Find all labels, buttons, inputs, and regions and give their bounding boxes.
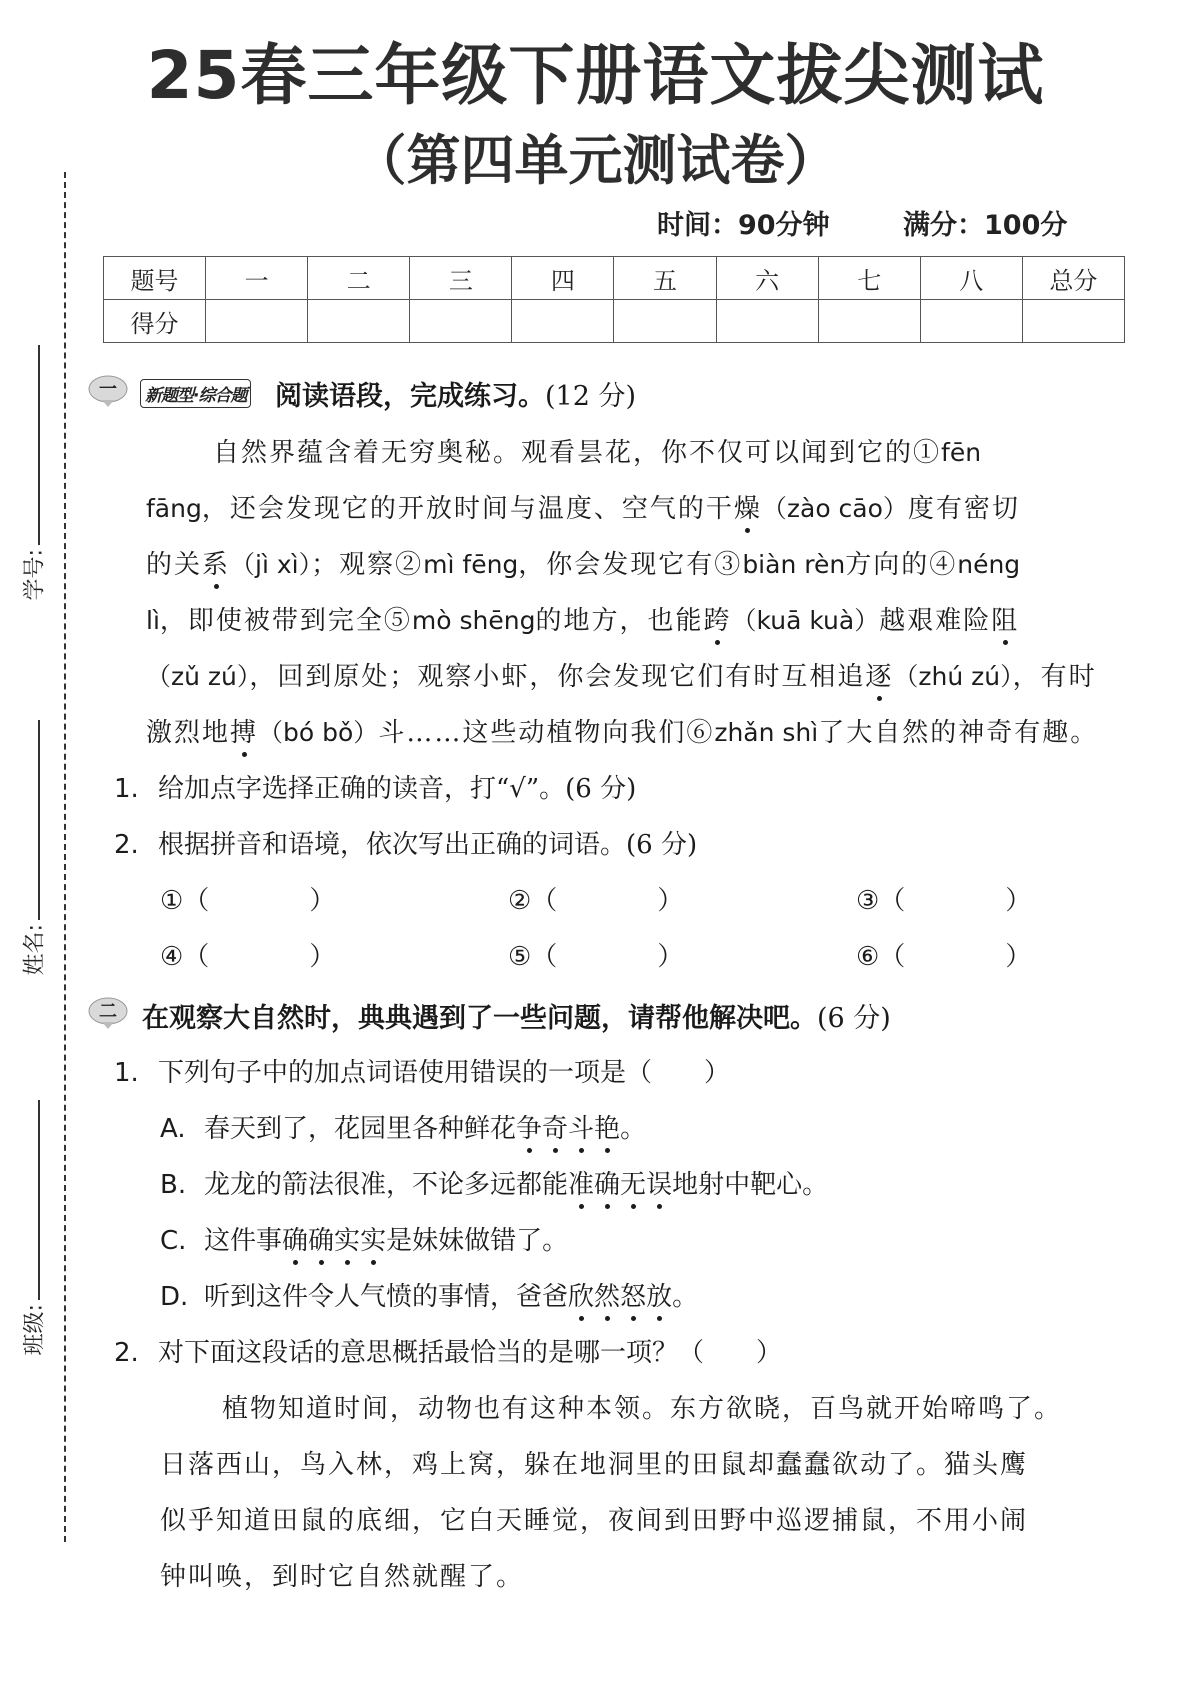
answer-blank-4[interactable]: [160, 936, 335, 973]
question-type-tag: 新题型·综合题: [140, 379, 251, 408]
section-two-title: [142, 996, 891, 1035]
question-number: 2.: [114, 830, 139, 860]
dotted-char: 确: [282, 1226, 309, 1256]
question-number: 2.: [114, 1338, 139, 1368]
passage-2-line-1: 植物知道时间，动物也有这种本领。东方欲晓，百鸟就开始啼鸣了。: [222, 1394, 1063, 1424]
question-number: 1.: [114, 774, 139, 804]
score-cell: 一: [206, 257, 308, 300]
option-label: C.: [160, 1226, 187, 1256]
question-text: 下列句子中的加点词语使用错误的一项是（ ）: [158, 1058, 731, 1088]
score-cell: 八: [920, 257, 1022, 300]
option-label: D.: [160, 1282, 189, 1312]
dotted-char: 斗: [568, 1114, 595, 1144]
dotted-char: 欣: [568, 1282, 595, 1312]
score-input-cell[interactable]: [206, 300, 308, 343]
blank-close: ）: [657, 942, 684, 972]
blank-close: ）: [1005, 886, 1032, 916]
score-cell: 七: [818, 257, 920, 300]
dotted-char: 准: [568, 1170, 595, 1200]
blank-label: ①（: [160, 886, 210, 916]
text: ，还会发现它的开放时间与温度、空气的干: [201, 494, 734, 524]
dotted-char: 然: [594, 1282, 621, 1312]
blank-close: ）: [309, 942, 336, 972]
score-row-label: 得分: [104, 300, 206, 343]
section-two-title-text: 在观察大自然时，典典遇到了一些问题，请帮他解决吧。: [142, 1003, 817, 1034]
dotted-char: 放: [646, 1282, 673, 1312]
score-cell: 五: [614, 257, 716, 300]
text: ；观察②: [311, 550, 424, 580]
dotted-char: 无: [620, 1170, 647, 1200]
class-label: 班级:: [22, 1304, 48, 1356]
pinyin: lì: [146, 606, 160, 635]
pinyin-choice[interactable]: （bó bǒ）: [258, 718, 379, 747]
pinyin-choice[interactable]: （jì xì）: [230, 550, 312, 579]
name-underline: [38, 720, 40, 920]
dotted-phrase: [516, 1114, 620, 1144]
passage-2-line-4: 钟叫唤，到时它自然就醒了。: [160, 1562, 525, 1592]
option-d[interactable]: [160, 1276, 698, 1313]
passage-line-4: [146, 600, 1019, 637]
text: 斗……这些动植物向我们⑥: [378, 718, 715, 748]
pinyin-choice[interactable]: （zǔ zú）: [146, 662, 250, 691]
question-text: 给加点字选择正确的读音，打“√”。(6 分): [158, 774, 637, 804]
section-one-title: [275, 374, 636, 413]
score-input-cell[interactable]: [614, 300, 716, 343]
pinyin: fēn: [941, 438, 982, 467]
passage-line-6: [146, 712, 1098, 749]
score-cell: 题号: [104, 257, 206, 300]
dotted-char: 怒: [620, 1282, 647, 1312]
blank-label: ③（: [856, 886, 906, 916]
blank-close: ）: [1005, 942, 1032, 972]
score-table-header-row: [104, 257, 1125, 300]
blank-label: ⑥（: [856, 942, 906, 972]
dotted-phrase: [568, 1170, 672, 1200]
page-title: 25春三年级下册语文拔尖测试: [146, 37, 1045, 114]
dotted-char: 争: [516, 1114, 543, 1144]
class-underline: [38, 1100, 40, 1300]
dotted-char: 实: [334, 1226, 361, 1256]
passage-2-line-3: 似乎知道田鼠的底细，它白天睡觉，夜间到田野中巡逻捕鼠，不用小闹: [160, 1506, 1029, 1536]
section-two-question-2: [114, 1332, 782, 1369]
text: 度有密切: [907, 494, 1020, 524]
blank-label: ④（: [160, 942, 210, 972]
passage-line-5: [146, 656, 1097, 693]
pinyin: biàn rèn: [742, 550, 846, 579]
time-limit: 时间：90分钟: [657, 210, 830, 241]
name-label: 姓名:: [22, 924, 48, 976]
answer-blank-2[interactable]: [508, 880, 683, 917]
answer-blank-3[interactable]: [856, 880, 1031, 917]
passage-line-3: [146, 544, 1020, 581]
passage-line-1: [213, 432, 981, 469]
dotted-char: 阻: [991, 606, 1020, 636]
text: ，有时: [1012, 662, 1097, 692]
blank-close: ）: [309, 886, 336, 916]
section-two-question-1: [114, 1052, 730, 1089]
score-cell: 三: [410, 257, 512, 300]
section-one-number: 一: [99, 379, 117, 400]
dotted-char: 搏: [230, 718, 259, 748]
blank-label: ⑤（: [508, 942, 558, 972]
answer-blank-1[interactable]: [160, 880, 335, 917]
option-b[interactable]: [160, 1164, 828, 1201]
text: ，你会发现它有③: [518, 550, 743, 580]
score-input-cell[interactable]: [716, 300, 818, 343]
option-label: A.: [160, 1114, 186, 1144]
dotted-phrase: [282, 1226, 386, 1256]
dotted-char: 跨: [703, 606, 732, 636]
passage-2-line-2: 日落西山，鸟入林，鸡上窝，躲在地洞里的田鼠却蠢蠢欲动了。猫头鹰: [160, 1450, 1029, 1480]
score-input-cell[interactable]: [920, 300, 1022, 343]
section-one-icon: [88, 374, 128, 408]
section-one-question-2: [114, 824, 697, 861]
dotted-char: 误: [646, 1170, 673, 1200]
option-text: 听到这件令人气愤的事情，爸爸: [204, 1282, 569, 1312]
option-text: 这件事: [204, 1226, 283, 1256]
option-c[interactable]: [160, 1220, 568, 1257]
question-text: 根据拼音和语境，依次写出正确的词语。(6 分): [158, 830, 698, 860]
pinyin-choice[interactable]: （zhú zú）: [893, 662, 1013, 691]
pinyin: mò shēng: [411, 606, 536, 635]
passage-line-2: [146, 488, 1020, 525]
dotted-char: 实: [360, 1226, 387, 1256]
blank-label: ②（: [508, 886, 558, 916]
section-two-score: (6 分): [817, 1003, 891, 1034]
option-text: 。: [620, 1114, 647, 1144]
score-table-score-row: [104, 300, 1125, 343]
option-a[interactable]: [160, 1108, 646, 1145]
question-number: 1.: [114, 1058, 139, 1088]
pinyin: fāng: [146, 494, 202, 523]
score-input-cell[interactable]: [818, 300, 920, 343]
score-cell: 六: [716, 257, 818, 300]
text: 的地方，也能: [535, 606, 704, 636]
text: 了大自然的神奇有趣。: [818, 718, 1099, 748]
pinyin-choice[interactable]: （zào cāo）: [761, 494, 908, 523]
section-one-question-1: [114, 768, 636, 805]
option-text: 。: [672, 1282, 699, 1312]
dotted-char: 艳: [594, 1114, 621, 1144]
pinyin: mì fēng: [423, 550, 519, 579]
option-text: 地射中靶心。: [672, 1170, 829, 1200]
text: ，即使被带到完全⑤: [159, 606, 412, 636]
score-input-cell[interactable]: [410, 300, 512, 343]
dotted-char: 确: [308, 1226, 335, 1256]
score-table: [103, 256, 1125, 343]
student-no-underline: [38, 345, 40, 545]
text: 方向的④: [845, 550, 958, 580]
answer-blank-5[interactable]: [508, 936, 683, 973]
pinyin: néng: [957, 550, 1021, 579]
dotted-char: 确: [594, 1170, 621, 1200]
option-label: B.: [160, 1170, 187, 1200]
dotted-char: 系: [202, 550, 231, 580]
score-input-cell[interactable]: [1022, 300, 1124, 343]
question-text: 对下面这段话的意思概括最恰当的是哪一项？（ ）: [158, 1338, 783, 1368]
text: ，回到原处；观察小虾，你会发现它们有时互相追: [249, 662, 866, 692]
pinyin-choice[interactable]: （kuā kuà）: [731, 606, 880, 635]
text: 自然界蕴含着无穷奥秘。观看昙花，你不仅可以闻到它的①: [213, 438, 942, 468]
dotted-phrase: [568, 1282, 672, 1312]
dotted-char: 燥: [733, 494, 762, 524]
answer-blank-6[interactable]: [856, 936, 1031, 973]
section-one-title-text: 阅读语段，完成练习。: [275, 381, 545, 412]
dotted-char: 逐: [865, 662, 894, 692]
option-text: 龙龙的箭法很准，不论多远都能: [204, 1170, 569, 1200]
pinyin: zhǎn shì: [714, 718, 819, 747]
score-cell: 四: [512, 257, 614, 300]
text: 越艰难险: [879, 606, 992, 636]
dotted-char: 奇: [542, 1114, 569, 1144]
text: 激烈地: [146, 718, 231, 748]
section-one-score: (12 分): [545, 381, 637, 412]
section-two-icon: [88, 996, 128, 1030]
page-subtitle: （第四单元测试卷）: [352, 129, 839, 192]
score-cell: 总分: [1022, 257, 1124, 300]
score-input-cell[interactable]: [512, 300, 614, 343]
full-score: 满分：100分: [903, 210, 1068, 241]
blank-close: ）: [657, 886, 684, 916]
text: 的关: [146, 550, 203, 580]
section-two-number: 二: [99, 1001, 117, 1022]
option-text: 是妹妹做错了。: [386, 1226, 569, 1256]
binding-dashed-line: [64, 172, 66, 1542]
score-cell: 二: [308, 257, 410, 300]
score-input-cell[interactable]: [308, 300, 410, 343]
student-no-label: 学号:: [22, 549, 48, 601]
option-text: 春天到了，花园里各种鲜花: [204, 1114, 517, 1144]
